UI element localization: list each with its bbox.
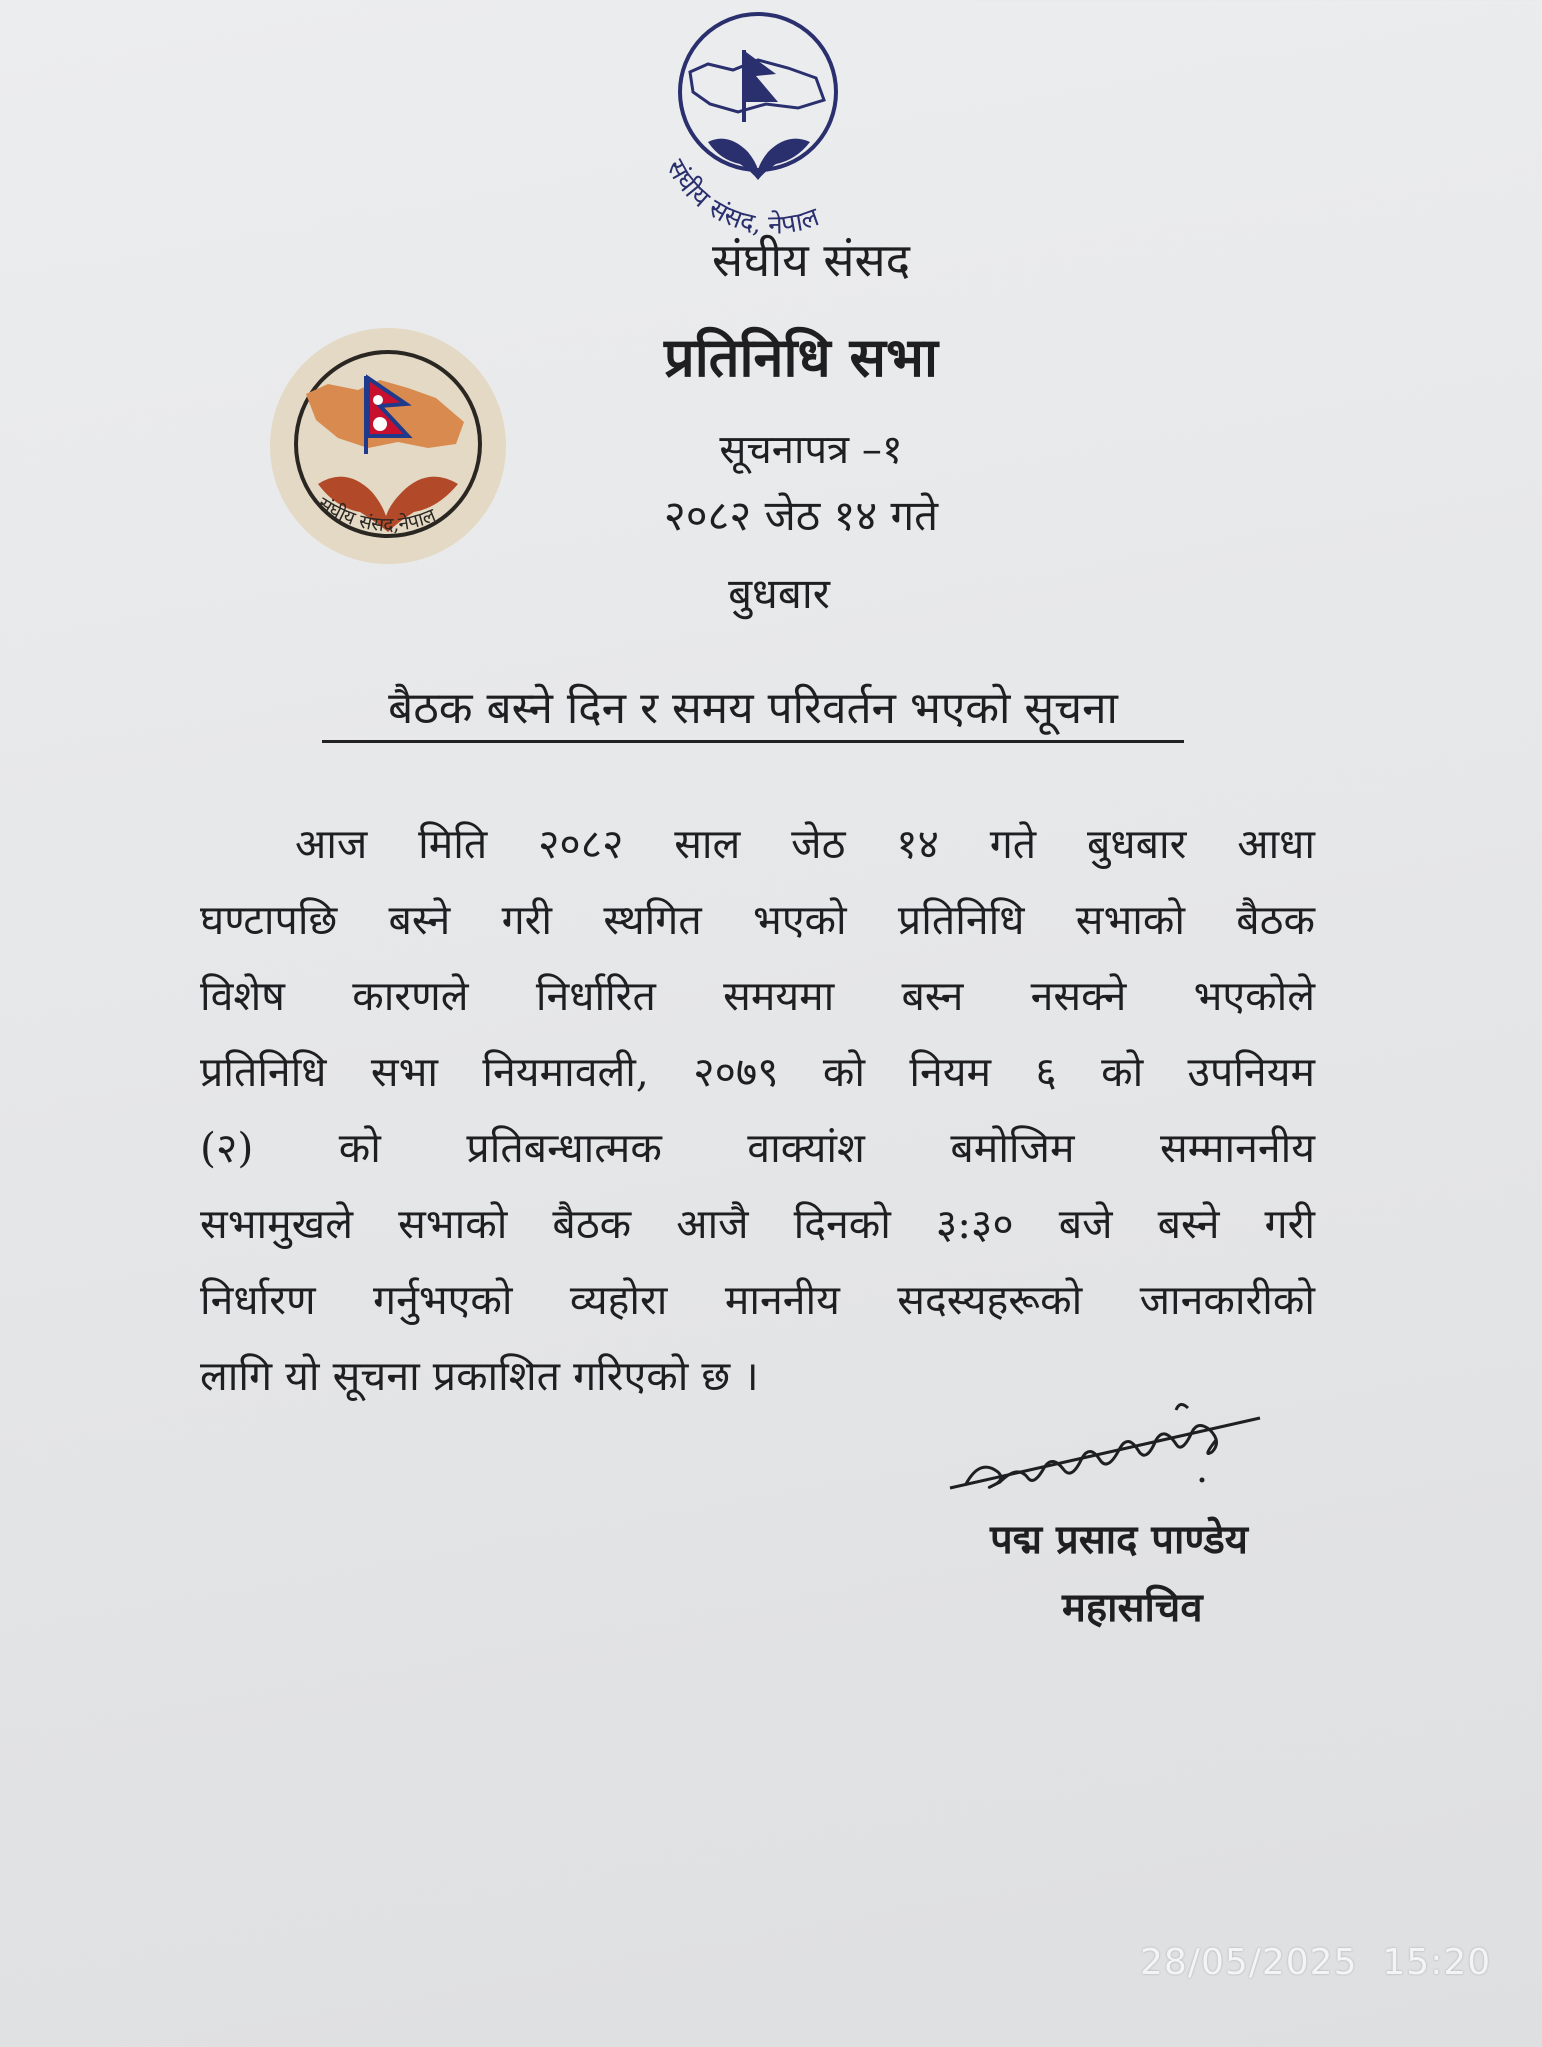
body-line: (२) को प्रतिबन्धात्मक वाक्यांश बमोजिम सम्माननीय bbox=[200, 1124, 1315, 1172]
signer-name: पद्म प्रसाद पाण्डेय bbox=[990, 1516, 1248, 1563]
notice-subject: बैठक बस्ने दिन र समय परिवर्तन भएको सूचना bbox=[322, 676, 1184, 743]
body-line: प्रतिनिधि सभा नियमावली, २०७९ को नियम ६ को उपनियम bbox=[200, 1048, 1315, 1096]
body-line: सभामुखले सभाको बैठक आजै दिनको ३:३० बजे बस्ने गरी bbox=[200, 1200, 1315, 1248]
body-line: घण्टापछि बस्ने गरी स्थगित भएको प्रतिनिधि सभाको बैठक bbox=[200, 896, 1315, 944]
body-line: आज मिति २०८२ साल जेठ १४ गते बुधबार आधा bbox=[295, 820, 1315, 868]
handwritten-signature bbox=[940, 1360, 1270, 1520]
body-line: लागि यो सूचना प्रकाशित गरिएको छ । bbox=[200, 1352, 759, 1400]
seal-arc-text: संघीय संसद,नेपाल bbox=[313, 492, 439, 537]
signer-title: महासचिव bbox=[1062, 1584, 1203, 1631]
emblem-arc-text: संघीय संसद, नेपाल bbox=[659, 154, 824, 241]
organization-name: संघीय संसद bbox=[711, 233, 911, 287]
notice-body bbox=[200, 806, 1315, 1414]
notice-number: सूचनापत्र –१ bbox=[719, 427, 903, 473]
photo-timestamp: 28/05/2025 15:20 bbox=[1140, 1942, 1492, 1983]
notice-day: बुधबार bbox=[728, 569, 830, 618]
house-name: प्रतिनिधि सभा bbox=[664, 325, 938, 389]
body-line: निर्धारण गर्नुभएको व्यहोरा माननीय सदस्यहरूको जानकारीको bbox=[200, 1276, 1315, 1324]
parliament-emblem-stamp bbox=[638, 12, 898, 242]
notice-date: २०८२ जेठ १४ गते bbox=[663, 491, 939, 540]
body-line: विशेष कारणले निर्धारित समयमा बस्न नसक्ने भएकोले bbox=[200, 972, 1315, 1020]
